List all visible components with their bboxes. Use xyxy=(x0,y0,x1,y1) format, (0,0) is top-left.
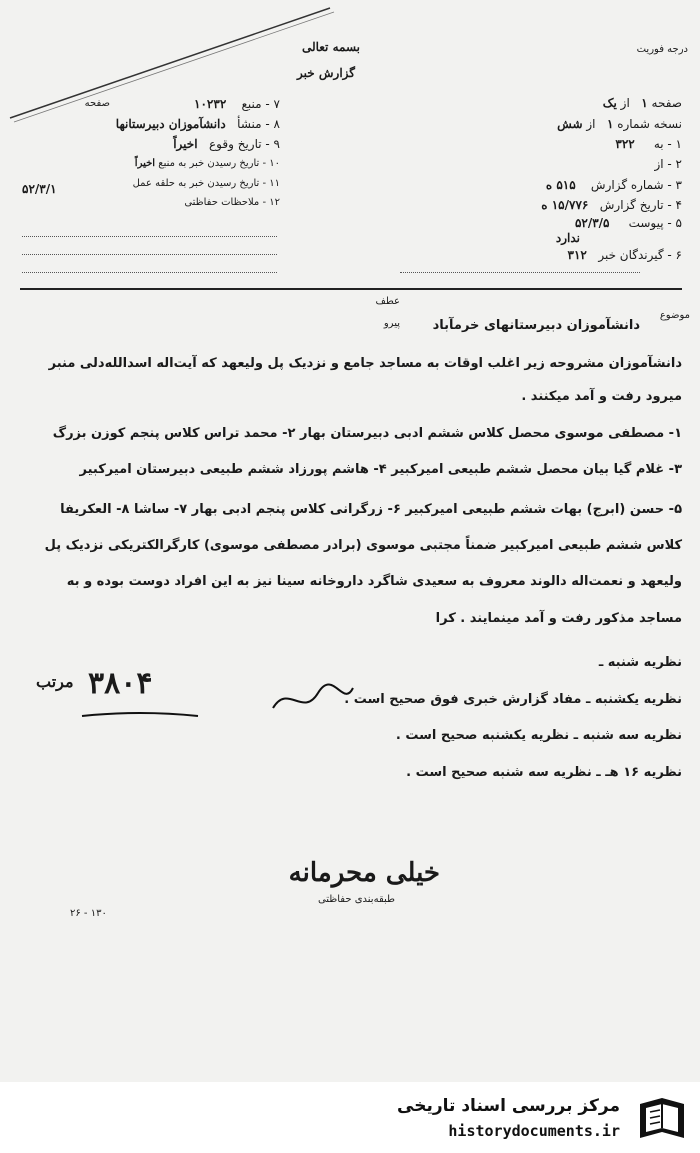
margin-underline xyxy=(80,708,200,722)
ref-label: عطف xyxy=(375,296,400,307)
subject-label: موضوع xyxy=(659,310,690,321)
report-no-field: ۳ - شماره گزارش ۵۱۵ ه xyxy=(545,178,682,192)
section-divider xyxy=(20,288,682,290)
receive-org-value: ۵۲/۳/۱ xyxy=(22,182,57,196)
initials-scribble xyxy=(268,678,358,722)
page-field: صفحه ۱ از یک xyxy=(602,96,682,110)
security-field: ۱۲ - ملاحظات حفاظتی xyxy=(184,197,280,208)
eval-tuesday: نظریه سه شنبه ـ نظریه یکشنبه صحیح است . xyxy=(395,728,682,743)
body-line: مساجد مذکور رفت و آمد مینمایند . کرا xyxy=(435,611,682,626)
dotted-line xyxy=(22,272,277,273)
receivers-field: ۶ - گیرندگان خبر ۳۱۲ xyxy=(567,248,682,262)
prev-label: پیرو xyxy=(383,318,400,329)
eval-final: نظریه ۱۶ هـ ـ نظریه سه شنبه صحیح است . xyxy=(406,765,682,780)
source-field: ۷ - منبع ۱۰۲۳۲ xyxy=(194,97,280,111)
eval-sunday: نظریه یکشنبه ـ مفاد گزارش خبری فوق صحیح است . xyxy=(344,692,682,707)
subject-text: دانشآموزان دبیرستانهای خرمآباد xyxy=(432,318,640,333)
dotted-line xyxy=(22,254,277,255)
to-field: ۱ - به ۳۲۲ xyxy=(615,137,682,151)
receive-org-field: ۱۱ - تاریخ رسیدن خبر به حلقه عمل xyxy=(132,178,280,189)
book-logo-icon xyxy=(636,1094,688,1142)
body-line: ۱- مصطفی موسوی محصل کلاس ششم ادبی دبیرستان بهار ۲- محمد تراس کلاس پنجم کوزن بزرگ xyxy=(52,426,682,441)
classification-stamp: خیلی محرمانه xyxy=(288,858,440,888)
margin-number: ۳۸۰۴ xyxy=(88,666,153,701)
origin-field: ۸ - منشأ دانشآموزان دبیرستانها xyxy=(115,117,280,131)
body-line: ۵- حسن (ابرج) بهات ششم طبیعی امیرکبیر ۶- زرگرانی کلاس پنجم ادبی بهار ۷- ساشا ۸- العکریفا xyxy=(60,502,682,517)
header-department: گزارش خبر xyxy=(297,66,355,80)
margin-note: مرتب xyxy=(36,672,74,691)
attachment-none: ندارد xyxy=(555,231,580,245)
page-label: صفحه xyxy=(84,98,110,109)
header-ministry: بسمه تعالی xyxy=(301,40,360,54)
report-date-field: ۴ - تاریخ گزارش ۱۵/۷۷۶ ه xyxy=(541,198,682,212)
body-line: ۳- غلام گیا بیان محصل ششم طبیعی امیرکبیر ۴- هاشم پورزاد ششم طبیعی دبیرستان امیرکبیر xyxy=(79,462,682,477)
body-line: دانشآموزان مشروحه زیر اغلب اوقات به مساجد جامع و نزدیک پل ولیعهد که آیت‌اله اسدالله‌دلی منبر xyxy=(48,356,682,371)
org-url: historydocuments.ir xyxy=(448,1122,620,1140)
body-line: ولیعهد و نعمت‌اله دالوند معروف به سعیدی شاگرد داروخانه سینا نیز به این افراد دوست بوده و به xyxy=(66,574,682,589)
body-line: کلاس ششم طبیعی امیرکبیر ضمناً مجتبی موسوی (برادر مصطفی موسوی) کارگرالکتریکی نزدیک پل xyxy=(44,538,682,553)
footer-watermark xyxy=(0,1082,700,1153)
body-line: میرود رفت و آمد میکنند . xyxy=(521,389,682,404)
org-name: مرکز بررسی اسناد تاریخی xyxy=(397,1096,620,1116)
copy-field: نسخه شماره ۱ از شش xyxy=(557,117,682,131)
diagonal-stroke xyxy=(0,0,700,160)
from-field-label: ۲ - از xyxy=(654,157,682,171)
dotted-line xyxy=(400,272,640,273)
urgency-label: درجه فوریت xyxy=(636,44,688,55)
dotted-line xyxy=(22,236,277,237)
event-date-field: ۹ - تاریخ وقوع اخیراً xyxy=(173,137,280,151)
page-code: ۲۶ - ۱۳۰ xyxy=(70,908,107,919)
receive-source-field: ۱۰ - تاریخ رسیدن خبر به منبع اخیراً xyxy=(134,158,280,169)
eval-saturday: نظریه شنبه ـ xyxy=(598,655,682,670)
classification-sub: طبقه‌بندی حفاظتی xyxy=(317,894,395,905)
attachment-field: ۵ - پیوست ۵۲/۳/۵ xyxy=(574,216,682,230)
